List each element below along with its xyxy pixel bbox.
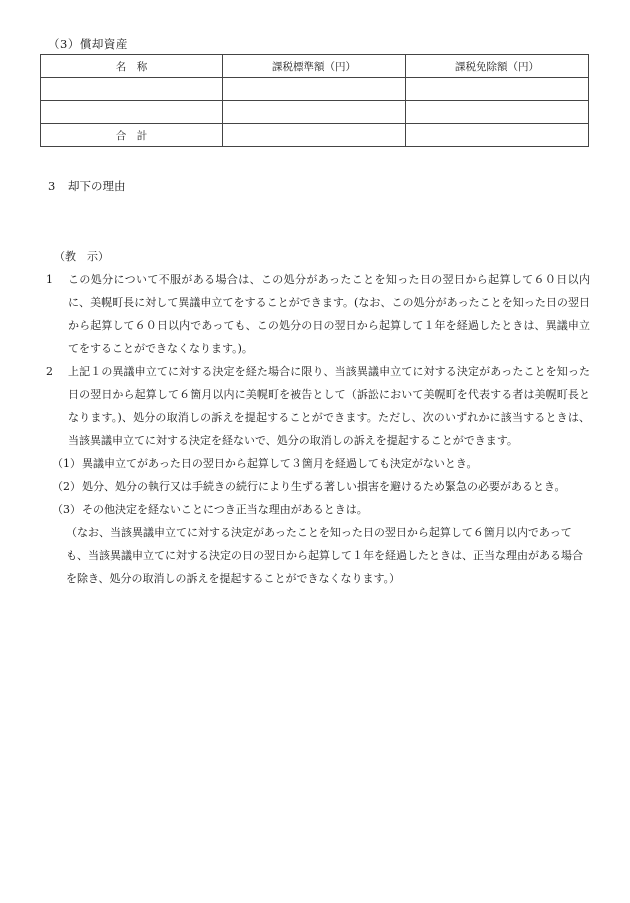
notice-subitem: [40, 475, 590, 498]
table-cell: [41, 101, 223, 124]
table-cell: [223, 124, 406, 147]
table-row: [41, 101, 589, 124]
reason-title: 却下の理由: [68, 179, 126, 193]
notice-subitem-number: （2）: [52, 480, 81, 493]
table-header-row: [41, 55, 589, 78]
notice-subitem-text: 処分、処分の執行又は手続きの続行により生ずる著しい損害を避けるため緊急の必要があるとき。: [82, 480, 566, 493]
reason-number: 3: [48, 179, 56, 193]
depreciable-assets-table: [40, 54, 589, 147]
notice-item-text: 上記１の異議申立てに対する決定を経た場合に限り、当該異議申立てに対する決定があったことを知った日の翌日から起算して６箇月以内に美幌町を被告として（訴訟において美幌町を代表する者は美幌町長となります。)、処分の取消しの訴えを提起することができます。ただし、次のいずれかに該当するときは、当該異議申立てに対する決定を経ないで、処分の取消しの訴えを提起することができます。: [68, 365, 590, 447]
notice-item-text: この処分について不服がある場合は、この処分があったことを知った日の翌日から起算して６０日以内に、美幌町長に対して異議申立てをすることができます。(なお、この処分があったことを知った日の翌日から起算して６０日以内であっても、この処分の日の翌日から起算して１年を経過したときは、異議申立てをすることができなくなります。)。: [68, 273, 590, 355]
notice-item-number: 1: [46, 273, 53, 286]
table-cell: [406, 78, 589, 101]
instruction-notice: [40, 245, 590, 590]
notice-heading: （教 示）: [54, 250, 109, 263]
notice-item-number: 2: [46, 365, 53, 378]
table-cell: [406, 124, 589, 147]
table-cell: [223, 78, 406, 101]
notice-item: [40, 268, 590, 360]
rejection-reason-heading: [48, 178, 126, 194]
notice-subitem-number: （3）: [52, 503, 81, 516]
notice-subitem-text: その他決定を経ないことにつき正当な理由があるときは。: [82, 503, 368, 516]
notice-subitem-number: （1）: [52, 457, 81, 470]
total-label: 合 計: [41, 124, 223, 147]
notice-item: [40, 360, 590, 452]
table-cell: [406, 101, 589, 124]
table-total-row: [41, 124, 589, 147]
table-cell: [41, 78, 223, 101]
notice-aside-text: （なお、当該異議申立てに対する決定があったことを知った日の翌日から起算して６箇月以内であっても、当該異議申立てに対する決定の日の翌日から起算して１年を経過したときは、正当な理由がある場合を除き、処分の取消しの訴えを提起することができなくなります。）: [66, 526, 583, 585]
table-row: [41, 78, 589, 101]
column-header-taxable-base: 課税標準額（円）: [223, 55, 406, 78]
notice-aside: [40, 521, 590, 590]
notice-subitem: [40, 452, 590, 475]
column-header-exempt-amount: 課税免除額（円）: [406, 55, 589, 78]
notice-subitem: [40, 498, 590, 521]
table-cell: [223, 101, 406, 124]
section-title: （3）償却資産: [48, 37, 128, 51]
column-header-name: 名 称: [41, 55, 223, 78]
notice-subitem-text: 異議申立てがあった日の翌日から起算して３箇月を経過しても決定がないとき。: [82, 457, 478, 470]
